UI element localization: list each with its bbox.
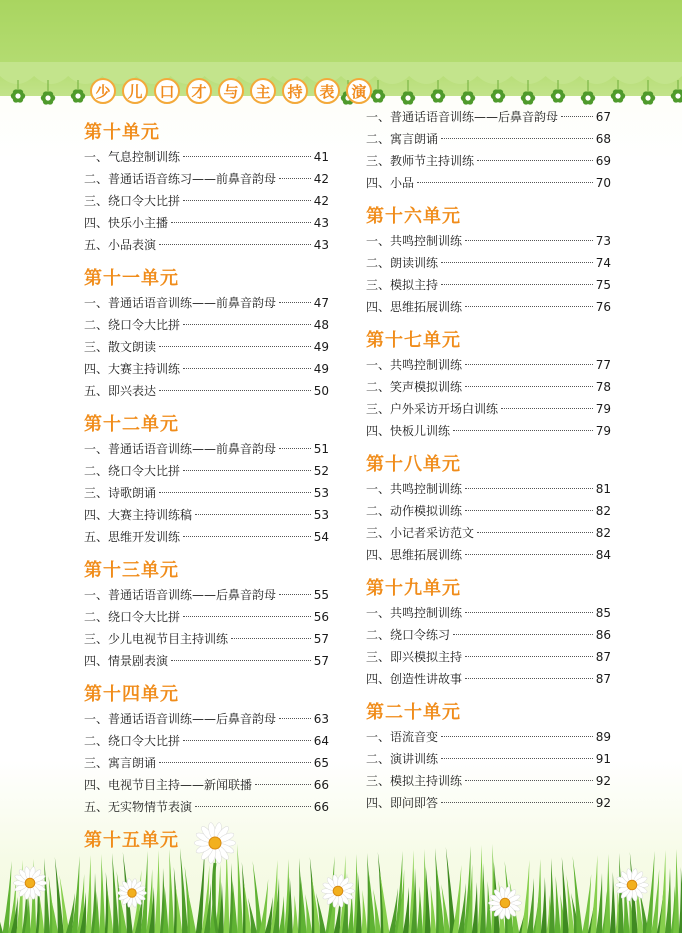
toc-entry-page: 75 — [595, 278, 611, 292]
toc-entry-title: 四、创造性讲故事 — [366, 672, 463, 686]
unit-section — [84, 682, 329, 818]
dot-leader — [183, 200, 311, 201]
toc-entry[interactable] — [366, 172, 611, 194]
toc-entry[interactable] — [366, 252, 611, 274]
flower-icon — [611, 89, 625, 102]
toc-entry[interactable] — [366, 354, 611, 376]
toc-entry-page: 76 — [595, 300, 611, 314]
dot-leader — [441, 284, 593, 285]
flower-icon — [551, 89, 565, 102]
toc-entry-title: 一、共鸣控制训练 — [366, 234, 463, 248]
toc-entry-title: 五、小品表演 — [84, 238, 157, 252]
unit-section — [84, 412, 329, 548]
dot-leader — [159, 492, 311, 493]
toc-entry[interactable] — [84, 482, 329, 504]
toc-entry-title: 一、语流音变 — [366, 730, 439, 744]
toc-entry-page: 86 — [595, 628, 611, 642]
banner-title — [90, 78, 372, 104]
dot-leader — [453, 430, 593, 431]
toc-entry[interactable] — [84, 650, 329, 672]
banner-char: 少 — [90, 78, 116, 104]
dot-leader — [159, 346, 311, 347]
dot-leader — [255, 784, 311, 785]
toc-entry-page: 91 — [595, 752, 611, 766]
toc-entry-page: 57 — [313, 654, 329, 668]
toc-entry-page: 67 — [595, 110, 611, 124]
toc-entry-title: 二、笑声模拟训练 — [366, 380, 463, 394]
dot-leader — [183, 616, 311, 617]
toc-entry[interactable] — [84, 628, 329, 650]
banner-char: 演 — [346, 78, 372, 104]
toc-entry-title: 三、散文朗读 — [84, 340, 157, 354]
dot-leader — [465, 240, 593, 241]
toc-left-column — [84, 120, 329, 864]
toc-entry-title: 二、朗读训练 — [366, 256, 439, 270]
toc-entry-title: 一、普通话语音训练——前鼻音韵母 — [84, 442, 277, 456]
flower-icon — [41, 91, 55, 104]
banner-char: 表 — [314, 78, 340, 104]
toc-entry-page: 54 — [313, 530, 329, 544]
flower-icon — [401, 91, 415, 104]
toc-entry-title: 一、共鸣控制训练 — [366, 358, 463, 372]
toc-entry-title: 四、电视节目主持——新闻联播 — [84, 778, 253, 792]
unit-section — [84, 120, 329, 256]
toc-entry-page: 69 — [595, 154, 611, 168]
toc-entry-page: 50 — [313, 384, 329, 398]
toc-entry-page: 85 — [595, 606, 611, 620]
toc-entry[interactable] — [366, 668, 611, 690]
toc-entry[interactable] — [366, 478, 611, 500]
toc-entry-page: 47 — [313, 296, 329, 310]
toc-entry-page: 43 — [313, 238, 329, 252]
toc-entry-title: 三、户外采访开场白训练 — [366, 402, 499, 416]
toc-entry[interactable] — [366, 624, 611, 646]
toc-entry-page: 81 — [595, 482, 611, 496]
flower-icon — [521, 91, 535, 104]
toc-entry-page: 42 — [313, 172, 329, 186]
toc-entry-page: 42 — [313, 194, 329, 208]
toc-entry[interactable] — [366, 420, 611, 442]
banner-char: 与 — [218, 78, 244, 104]
unit-section — [366, 452, 611, 566]
toc-entry-title: 三、即兴模拟主持 — [366, 650, 463, 664]
dot-leader — [159, 390, 311, 391]
toc-entry-title: 一、普通话语音训练——后鼻音韵母 — [366, 110, 559, 124]
toc-entry-page: 49 — [313, 362, 329, 376]
dot-leader — [195, 806, 311, 807]
toc-right-column — [366, 106, 611, 824]
flower-icon — [11, 89, 25, 102]
toc-entry-page: 68 — [595, 132, 611, 146]
toc-entry-title: 四、即问即答 — [366, 796, 439, 810]
dot-leader — [231, 638, 311, 639]
toc-entry-page: 53 — [313, 486, 329, 500]
dot-leader — [279, 448, 311, 449]
toc-entry-page: 49 — [313, 340, 329, 354]
toc-entry-title: 五、即兴表达 — [84, 384, 157, 398]
toc-entry-page: 82 — [595, 504, 611, 518]
toc-entry-page: 48 — [313, 318, 329, 332]
toc-entry-title: 五、思维开发训练 — [84, 530, 181, 544]
toc-entry-title: 二、普通话语音练习——前鼻音韵母 — [84, 172, 277, 186]
toc-entry-page: 56 — [313, 610, 329, 624]
toc-entry-title: 一、普通话语音训练——后鼻音韵母 — [84, 712, 277, 726]
banner-char: 口 — [154, 78, 180, 104]
toc-entry[interactable] — [366, 646, 611, 668]
toc-entry[interactable] — [366, 150, 611, 172]
unit-section — [366, 576, 611, 690]
toc-entry-title: 二、绕口令大比拼 — [84, 734, 181, 748]
flower-icon — [461, 91, 475, 104]
flower-icon — [581, 91, 595, 104]
toc-entry-title: 三、模拟主持训练 — [366, 774, 463, 788]
unit-title: 第十七单元 — [366, 330, 461, 351]
dot-leader — [453, 634, 593, 635]
dot-leader — [465, 386, 593, 387]
toc-entry-page: 78 — [595, 380, 611, 394]
toc-entry[interactable] — [84, 730, 329, 752]
flower-icon — [671, 89, 682, 102]
toc-entry[interactable] — [366, 106, 611, 128]
toc-entry-title: 四、思维拓展训练 — [366, 548, 463, 562]
toc-entry-title: 二、寓言朗诵 — [366, 132, 439, 146]
toc-entry[interactable] — [366, 602, 611, 624]
dot-leader — [279, 718, 311, 719]
toc-entry[interactable] — [84, 168, 329, 190]
toc-entry[interactable] — [84, 606, 329, 628]
toc-entry-page: 92 — [595, 796, 611, 810]
toc-entry[interactable] — [84, 314, 329, 336]
unit-section — [366, 328, 611, 442]
toc-entry-title: 三、小记者采访范文 — [366, 526, 475, 540]
toc-entry[interactable] — [366, 726, 611, 748]
dot-leader — [465, 306, 593, 307]
dot-leader — [477, 532, 593, 533]
dot-leader — [159, 762, 311, 763]
dot-leader — [465, 488, 593, 489]
banner-char: 主 — [250, 78, 276, 104]
toc-entry[interactable] — [84, 234, 329, 256]
toc-entry[interactable] — [84, 358, 329, 380]
unit-title: 第十六单元 — [366, 206, 461, 227]
unit-section — [84, 266, 329, 402]
toc-entry[interactable] — [366, 128, 611, 150]
toc-entry[interactable] — [366, 230, 611, 252]
toc-entry-title: 三、寓言朗诵 — [84, 756, 157, 770]
banner-char: 儿 — [122, 78, 148, 104]
toc-entry[interactable] — [366, 792, 611, 814]
unit-section — [84, 558, 329, 672]
dot-leader — [441, 802, 593, 803]
toc-entry-page: 84 — [595, 548, 611, 562]
unit-section — [366, 106, 611, 194]
toc-entry[interactable] — [84, 460, 329, 482]
toc-entry[interactable] — [84, 438, 329, 460]
toc-entry-title: 四、小品 — [366, 176, 415, 190]
dot-leader — [183, 324, 311, 325]
dot-leader — [465, 612, 593, 613]
dot-leader — [171, 222, 311, 223]
dot-leader — [417, 182, 593, 183]
unit-title: 第十单元 — [84, 122, 160, 143]
toc-entry[interactable] — [84, 336, 329, 358]
toc-entry-title: 四、大赛主持训练稿 — [84, 508, 193, 522]
toc-entry-page: 73 — [595, 234, 611, 248]
toc-entry[interactable] — [84, 584, 329, 606]
toc-entry[interactable] — [84, 708, 329, 730]
toc-entry[interactable] — [84, 190, 329, 212]
dot-leader — [561, 116, 593, 117]
toc-entry-title: 一、普通话语音训练——后鼻音韵母 — [84, 588, 277, 602]
toc-entry-page: 52 — [313, 464, 329, 478]
flower-icon — [371, 89, 385, 102]
toc-entry-title: 四、思维拓展训练 — [366, 300, 463, 314]
toc-entry-title: 二、演讲训练 — [366, 752, 439, 766]
toc-entry-title: 三、模拟主持 — [366, 278, 439, 292]
toc-entry-page: 55 — [313, 588, 329, 602]
toc-entry-title: 二、绕口令大比拼 — [84, 464, 181, 478]
toc-entry[interactable] — [366, 296, 611, 318]
toc-entry-page: 92 — [595, 774, 611, 788]
dot-leader — [441, 262, 593, 263]
toc-entry-page: 89 — [595, 730, 611, 744]
dot-leader — [465, 780, 593, 781]
unit-title: 第十三单元 — [84, 560, 179, 581]
toc-entry-page: 82 — [595, 526, 611, 540]
toc-entry[interactable] — [84, 752, 329, 774]
toc-entry-page: 43 — [313, 216, 329, 230]
dot-leader — [441, 138, 593, 139]
toc-entry-title: 四、大赛主持训练 — [84, 362, 181, 376]
dot-leader — [465, 510, 593, 511]
toc-entry-title: 一、普通话语音训练——前鼻音韵母 — [84, 296, 277, 310]
toc-entry[interactable] — [366, 376, 611, 398]
unit-section — [366, 204, 611, 318]
unit-section — [366, 700, 611, 814]
toc-entry-page: 66 — [313, 778, 329, 792]
toc-entry-title: 四、快乐小主播 — [84, 216, 169, 230]
flower-icon — [431, 89, 445, 102]
toc-entry[interactable] — [84, 292, 329, 314]
dot-leader — [465, 678, 593, 679]
toc-entry-title: 三、绕口令大比拼 — [84, 194, 181, 208]
dot-leader — [171, 660, 311, 661]
toc-entry-title: 三、教师节主持训练 — [366, 154, 475, 168]
toc-entry-title: 二、绕口令大比拼 — [84, 610, 181, 624]
flower-icon — [491, 89, 505, 102]
toc-entry-page: 79 — [595, 424, 611, 438]
dot-leader — [183, 156, 311, 157]
toc-entry[interactable] — [84, 774, 329, 796]
toc-entry-title: 四、情景剧表演 — [84, 654, 169, 668]
unit-title: 第二十单元 — [366, 702, 461, 723]
toc-entry[interactable] — [366, 770, 611, 792]
banner-char: 持 — [282, 78, 308, 104]
toc-entry-page: 57 — [313, 632, 329, 646]
dot-leader — [279, 302, 311, 303]
dot-leader — [465, 656, 593, 657]
flower-icon — [641, 91, 655, 104]
toc-entry-page: 64 — [313, 734, 329, 748]
toc-entry[interactable] — [84, 380, 329, 402]
toc-entry-page: 70 — [595, 176, 611, 190]
dot-leader — [501, 408, 593, 409]
toc-entry-page: 53 — [313, 508, 329, 522]
toc-entry-page: 79 — [595, 402, 611, 416]
toc-entry-page: 66 — [313, 800, 329, 814]
toc-entry-page: 74 — [595, 256, 611, 270]
toc-entry-page: 87 — [595, 672, 611, 686]
dot-leader — [441, 736, 593, 737]
dot-leader — [279, 594, 311, 595]
toc-entry[interactable] — [366, 748, 611, 770]
dot-leader — [477, 160, 593, 161]
toc-entry-page: 41 — [313, 150, 329, 164]
toc-entry-title: 一、共鸣控制训练 — [366, 482, 463, 496]
toc-entry-title: 四、快板儿训练 — [366, 424, 451, 438]
dot-leader — [183, 536, 311, 537]
toc-entry-page: 77 — [595, 358, 611, 372]
dot-leader — [183, 368, 311, 369]
toc-entry[interactable] — [84, 212, 329, 234]
dot-leader — [183, 740, 311, 741]
dot-leader — [183, 470, 311, 471]
daisy-icon — [13, 866, 46, 900]
toc-entry-title: 一、气息控制训练 — [84, 150, 181, 164]
toc-entry-title: 二、绕口令练习 — [366, 628, 451, 642]
toc-entry[interactable] — [366, 500, 611, 522]
toc-entry[interactable] — [366, 522, 611, 544]
toc-entry-title: 三、少儿电视节目主持训练 — [84, 632, 229, 646]
flower-icon — [71, 89, 85, 102]
toc-entry[interactable] — [84, 526, 329, 548]
dot-leader — [279, 178, 311, 179]
dot-leader — [441, 758, 593, 759]
toc-entry-page: 51 — [313, 442, 329, 456]
toc-entry-page: 63 — [313, 712, 329, 726]
grass-decoration — [0, 813, 682, 933]
toc-entry-title: 二、动作模拟训练 — [366, 504, 463, 518]
unit-title: 第十二单元 — [84, 414, 179, 435]
toc-entry-title: 一、共鸣控制训练 — [366, 606, 463, 620]
dot-leader — [195, 514, 311, 515]
unit-title: 第十四单元 — [84, 684, 179, 705]
toc-entry-title: 五、无实物情节表演 — [84, 800, 193, 814]
toc-entry-page: 65 — [313, 756, 329, 770]
toc-entry-page: 87 — [595, 650, 611, 664]
toc-entry[interactable] — [366, 398, 611, 420]
toc-entry[interactable] — [84, 504, 329, 526]
toc-entry[interactable] — [366, 544, 611, 566]
banner-char: 才 — [186, 78, 212, 104]
toc-entry[interactable] — [366, 274, 611, 296]
unit-title: 第十八单元 — [366, 454, 461, 475]
unit-title: 第十五单元 — [84, 830, 179, 851]
unit-title: 第十一单元 — [84, 268, 179, 289]
daisy-icon — [321, 874, 354, 908]
unit-title: 第十九单元 — [366, 578, 461, 599]
toc-entry[interactable] — [84, 146, 329, 168]
toc-entry-title: 三、诗歌朗诵 — [84, 486, 157, 500]
dot-leader — [465, 554, 593, 555]
dot-leader — [159, 244, 311, 245]
dot-leader — [465, 364, 593, 365]
toc-entry-title: 二、绕口令大比拼 — [84, 318, 181, 332]
